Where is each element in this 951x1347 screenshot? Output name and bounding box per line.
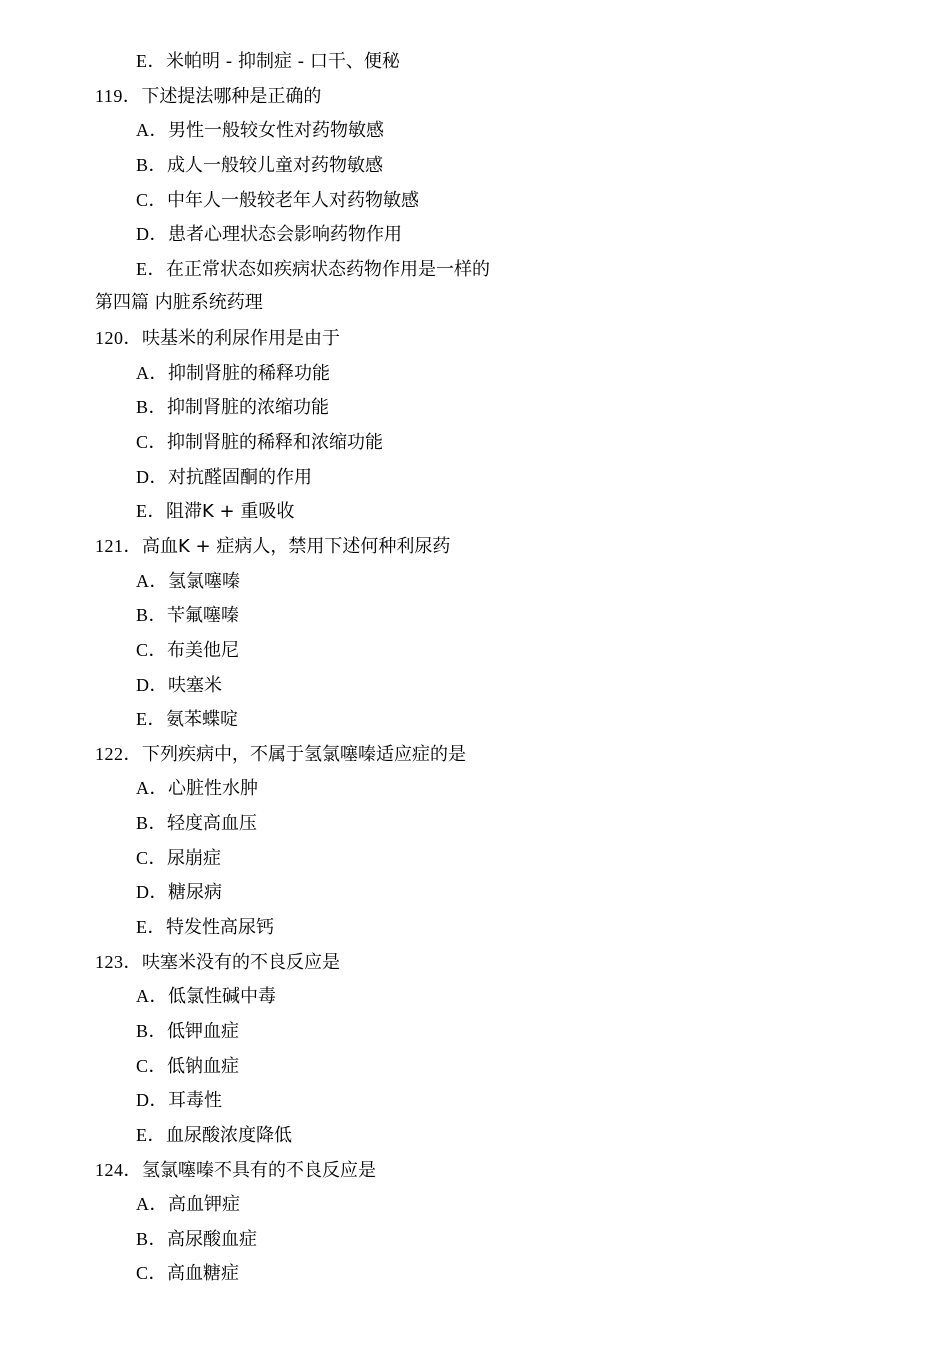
option-letter: B． bbox=[136, 154, 168, 175]
option-text: 布美他尼 bbox=[167, 639, 240, 661]
question-stem bbox=[0, 945, 951, 980]
option-text: 高尿酸血症 bbox=[167, 1228, 258, 1250]
option-text: 男性一般较女性对药物敏感 bbox=[168, 120, 384, 142]
option-text: 氢氯噻嗪 bbox=[168, 570, 240, 592]
option-letter: C． bbox=[136, 432, 168, 453]
option-text: 高血钾症 bbox=[168, 1194, 240, 1216]
question-stem bbox=[0, 1153, 951, 1188]
option-letter: D． bbox=[136, 466, 168, 487]
answer-option bbox=[0, 390, 951, 425]
option-letter: E． bbox=[136, 258, 166, 279]
answer-option bbox=[0, 1256, 951, 1291]
option-text: 低钾血症 bbox=[167, 1020, 240, 1042]
option-letter: A． bbox=[136, 362, 168, 383]
option-letter: A． bbox=[136, 778, 168, 799]
answer-option bbox=[0, 148, 951, 183]
document-page bbox=[0, 44, 951, 1291]
option-letter: B． bbox=[136, 605, 168, 626]
answer-option bbox=[0, 702, 951, 737]
answer-option bbox=[0, 564, 951, 599]
option-letter: D． bbox=[136, 882, 168, 903]
answer-option bbox=[0, 979, 951, 1014]
option-text: 低氯性碱中毒 bbox=[168, 986, 276, 1008]
option-letter: E． bbox=[136, 501, 166, 522]
answer-option bbox=[0, 252, 951, 287]
answer-option bbox=[0, 460, 951, 495]
answer-option bbox=[0, 910, 951, 945]
option-text: 抑制肾脏的浓缩功能 bbox=[167, 397, 330, 419]
question-stem bbox=[0, 737, 951, 772]
answer-option bbox=[0, 217, 951, 252]
option-letter: E． bbox=[136, 709, 166, 730]
option-letter: D． bbox=[136, 674, 168, 695]
answer-option bbox=[0, 598, 951, 633]
option-letter: B． bbox=[136, 813, 168, 834]
answer-option bbox=[0, 1187, 951, 1222]
option-text: 米帕明 - 抑制症 - 口干、便秘 bbox=[166, 51, 400, 72]
answer-option bbox=[0, 875, 951, 910]
option-text: 阻滞K + 重吸收 bbox=[166, 501, 295, 523]
answer-option bbox=[0, 668, 951, 703]
option-letter: D． bbox=[136, 224, 168, 245]
answer-option bbox=[0, 183, 951, 218]
option-text: 苄氟噻嗪 bbox=[167, 605, 240, 627]
option-text: 尿崩症 bbox=[167, 847, 222, 869]
section-title: 第四篇 内脏系统药理 bbox=[95, 292, 263, 314]
question-stem bbox=[0, 79, 951, 114]
question-number: 119． bbox=[95, 85, 142, 106]
option-letter: E． bbox=[136, 51, 166, 71]
option-letter: C． bbox=[136, 189, 168, 210]
option-letter: A． bbox=[136, 986, 168, 1007]
option-letter: C． bbox=[136, 1263, 168, 1284]
option-letter: C． bbox=[136, 639, 168, 660]
answer-option bbox=[0, 113, 951, 148]
option-letter: B． bbox=[136, 1228, 168, 1249]
question-text: 高血K + 症病人，禁用下述何种利尿药 bbox=[142, 535, 451, 557]
answer-option bbox=[0, 633, 951, 668]
answer-option bbox=[0, 841, 951, 876]
option-letter: B． bbox=[136, 1020, 168, 1041]
option-letter: C． bbox=[136, 1055, 168, 1076]
question-text: 下列疾病中，不属于氢氯噻嗪适应症的是 bbox=[142, 743, 466, 765]
answer-option bbox=[0, 356, 951, 391]
option-text: 抑制肾脏的稀释功能 bbox=[168, 362, 330, 384]
option-letter: A． bbox=[136, 120, 168, 141]
option-letter: A． bbox=[136, 1194, 168, 1215]
option-letter: A． bbox=[136, 570, 168, 591]
answer-option bbox=[0, 1083, 951, 1118]
question-stem bbox=[0, 321, 951, 356]
option-text: 轻度高血压 bbox=[167, 813, 258, 835]
answer-option bbox=[0, 1222, 951, 1257]
question-number: 123． bbox=[95, 951, 142, 972]
option-text: 氨苯蝶啶 bbox=[166, 709, 238, 731]
question-number: 122． bbox=[95, 743, 142, 764]
option-letter: E． bbox=[136, 917, 166, 938]
option-text: 血尿酸浓度降低 bbox=[166, 1124, 292, 1146]
option-letter: C． bbox=[136, 847, 168, 868]
question-number: 120． bbox=[95, 328, 142, 349]
answer-option bbox=[0, 44, 951, 79]
option-letter: B． bbox=[136, 397, 168, 418]
option-text: 低钠血症 bbox=[167, 1055, 240, 1077]
answer-option bbox=[0, 1049, 951, 1084]
answer-option bbox=[0, 494, 951, 529]
question-text: 下述提法哪种是正确的 bbox=[141, 85, 322, 107]
option-text: 耳毒性 bbox=[168, 1090, 222, 1112]
option-text: 中年人一般较老年人对药物敏感 bbox=[167, 189, 420, 211]
question-number: 121． bbox=[95, 535, 142, 556]
answer-option bbox=[0, 1014, 951, 1049]
question-text: 呋塞米没有的不良反应是 bbox=[142, 951, 340, 973]
section-heading bbox=[0, 286, 951, 321]
option-text: 呋塞米 bbox=[168, 674, 222, 696]
option-text: 患者心理状态会影响药物作用 bbox=[168, 224, 402, 246]
option-text: 高血糖症 bbox=[167, 1263, 240, 1285]
option-text: 心脏性水肿 bbox=[168, 778, 258, 800]
question-text: 氢氯噻嗪不具有的不良反应是 bbox=[142, 1159, 376, 1181]
answer-option bbox=[0, 425, 951, 460]
option-text: 糖尿病 bbox=[168, 882, 222, 904]
answer-option bbox=[0, 1118, 951, 1153]
option-text: 成人一般较儿童对药物敏感 bbox=[167, 154, 384, 176]
question-number: 124． bbox=[95, 1159, 142, 1180]
option-letter: E． bbox=[136, 1124, 166, 1145]
option-text: 抑制肾脏的稀释和浓缩功能 bbox=[167, 432, 384, 454]
option-text: 对抗醛固酮的作用 bbox=[168, 466, 312, 488]
option-text: 特发性高尿钙 bbox=[166, 917, 274, 939]
option-text: 在正常状态如疾病状态药物作用是一样的 bbox=[166, 258, 490, 280]
answer-option bbox=[0, 771, 951, 806]
question-text: 呋基米的利尿作用是由于 bbox=[142, 328, 340, 350]
option-letter: D． bbox=[136, 1090, 168, 1111]
question-stem bbox=[0, 529, 951, 564]
answer-option bbox=[0, 806, 951, 841]
